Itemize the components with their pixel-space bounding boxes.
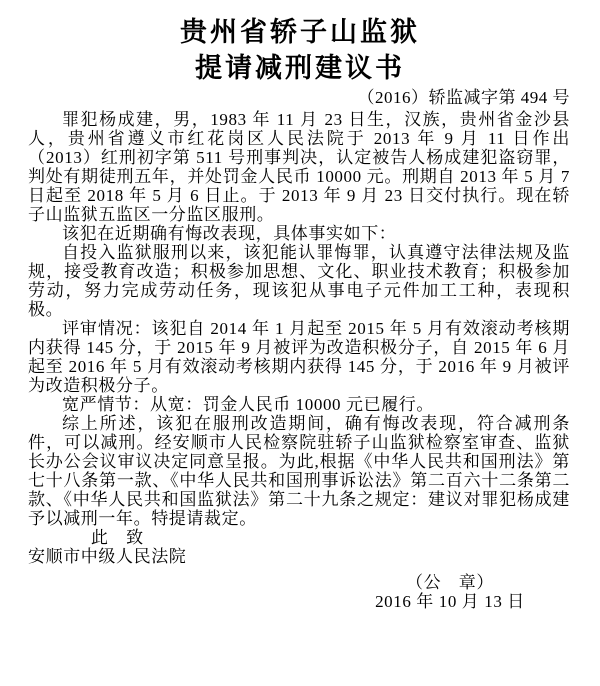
document-date: 2016 年 10 月 13 日 <box>375 592 525 611</box>
document-title-line1: 贵州省轿子山监狱 <box>180 17 420 47</box>
paragraph-leniency: 宽严情节：从宽：罚金人民币 10000 元已履行。 <box>62 395 434 414</box>
salutation: 此 致 <box>90 528 144 547</box>
paragraph-behavior-details: 自投入监狱服刑以来，该犯能认罪悔罪，认真遵守法律法规及监规，接受教育改造；积极参加思想、文化、职业技术教育；积极参加劳动，努力完成劳动任务，现该犯从事电子元件加工工种，表现积极。 <box>28 243 570 319</box>
addressee-court: 安顺市中级人民法院 <box>28 547 187 566</box>
document-header <box>0 0 600 86</box>
signature-block <box>365 573 535 611</box>
seal-placeholder: （公 章） <box>406 573 494 592</box>
paragraph-offender-facts: 罪犯杨成建，男，1983 年 11 月 23 日生，汉族，贵州省金沙县人，贵州省遵义市红花岗区人民法院于 2013 年 9 月 11 日作出（2013）红刑初字第 511 号刑事判决，认定被告人杨成建犯盗窃罪，判处有期徒刑五年，并处罚金人民币 10000 元。刑期自 2013 年 5 月 7 日起至 2018 年 5 月 6 日止。于 2013 年 9 月 23 日交付执行。现在轿子山监狱五监区一分监区服刑。 <box>28 110 570 224</box>
document-body <box>0 108 600 611</box>
paragraph-assessment: 评审情况：该犯自 2014 年 1 月起至 2015 年 5 月有效滚动考核期内获得 145 分，于 2015 年 9 月被评为改造积极分子，自 2015 年 6 月起至 2016 年 5 月有效滚动考核期内获得 145 分，于 2016 年 9 月被评为改造积极分子。 <box>28 319 570 395</box>
paragraph-conclusion: 综上所述，该犯在服刑改造期间，确有悔改表现，符合减刑条件，可以减刑。经安顺市人民检察院驻轿子山监狱检察室审查、监狱长办公会议审议决定同意呈报。为此,根据《中华人民共和国刑法》第七十八条第一款、《中华人民共和国刑事诉讼法》第二百六十二条第二款、《中华人民共和国监狱法》第二十九条之规定：建议对罪犯杨成建予以减刑一年。特提请裁定。 <box>28 414 570 528</box>
document-number: （2016）轿监减字第 494 号 <box>357 88 570 107</box>
paragraph-repentance-intro: 该犯在近期确有悔改表现，具体事实如下： <box>62 224 397 243</box>
document-title-line2: 提请减刑建议书 <box>195 53 405 83</box>
